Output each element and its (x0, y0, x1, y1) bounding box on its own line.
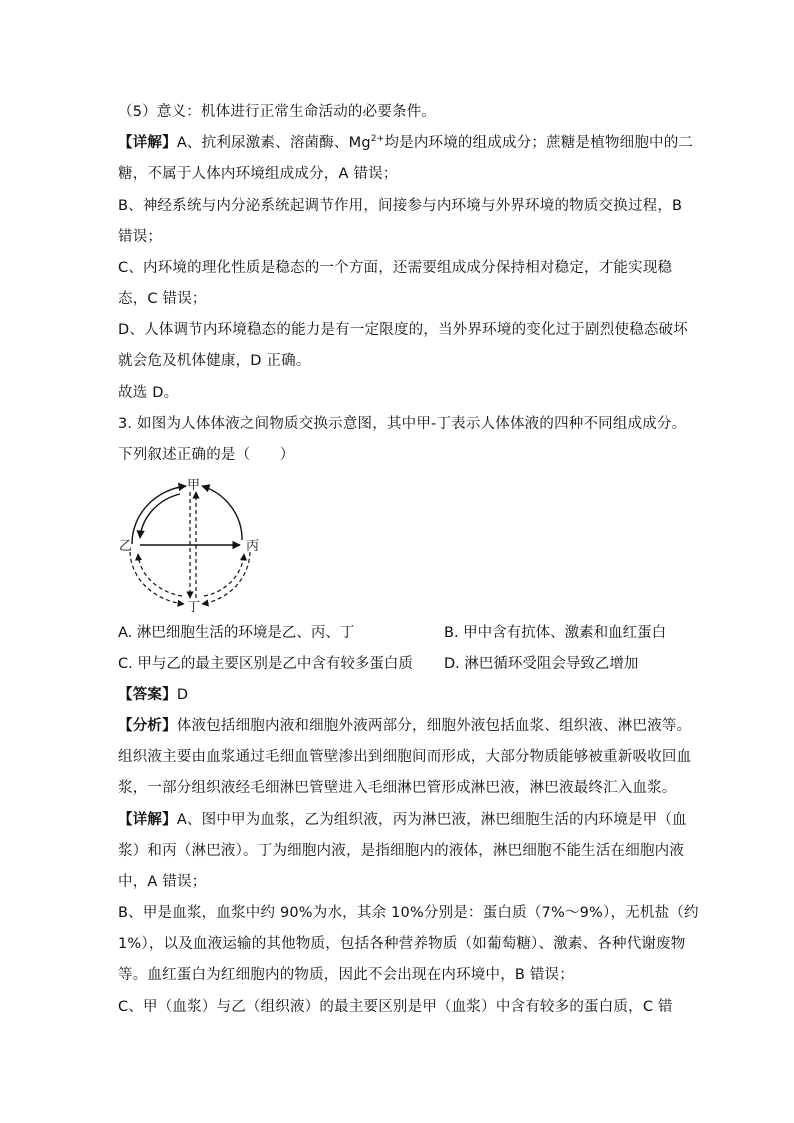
arrow-bing-to-jia (202, 486, 242, 540)
arrow-jia-to-yi (140, 494, 180, 538)
detail-line: B、甲是血浆，血浆中约 90%为水，其余 10%分别是：蛋白质（7%～9%），无机盐（约 (118, 905, 699, 921)
text-line: 糖，不属于人体内环境组成成分，A 错误； (118, 166, 398, 182)
option-c: C. 甲与乙的最主要区别是乙中含有较多蛋白质 (118, 656, 413, 672)
label-jia: 甲 (187, 478, 201, 493)
text-line: B、神经系统与内分泌系统起调节作用，间接参与内环境与外界环境的物质交换过程，B (118, 198, 683, 214)
analysis-line: 组织液主要由血浆通过毛细血管壁渗出到细胞间而形成，大部分物质能够被重新吸收回血 (118, 749, 692, 765)
section-tag: 【详解】 (118, 135, 177, 151)
answer-tag: 【答案】 (118, 687, 177, 703)
text-line: 错误； (118, 229, 163, 245)
superscript: 2+ (370, 134, 385, 145)
detail-line: 中，A 错误； (118, 874, 207, 890)
detail-line: C、甲（血浆）与乙（组织液）的最主要区别是甲（血浆）中含有较多的蛋白质，C 错 (118, 999, 673, 1015)
analysis-tag: 【分析】 (118, 718, 177, 734)
text-line: 【详解】A、抗利尿激素、溶菌酶、$Mg^{2+}$均是内环境的组成成分；蔗糖是植物细胞中的二 (118, 134, 694, 151)
arrow-ding-to-yi (138, 554, 182, 596)
body-fluid-exchange-diagram (118, 474, 278, 614)
detail-line: 1%），以及血液运输的其他物质，包括各种营养物质（如葡萄糖）、激素、各种代谢废物 (118, 936, 686, 952)
detail-line: 浆）和丙（淋巴液）。丁为细胞内液，是指细胞内的液体，淋巴细胞不能生活在细胞内液 (118, 843, 685, 859)
text-line: 态，C 错误； (118, 291, 207, 307)
option-b: B. 甲中含有抗体、激素和血红蛋白 (444, 625, 667, 641)
detail-tag: 【详解】 (118, 812, 177, 828)
text-line: C、内环境的理化性质是稳态的一个方面，还需要组成成分保持相对稳定，才能实现稳 (118, 260, 673, 276)
label-ding: 丁 (187, 600, 201, 614)
detail-line: 等。血红蛋白为红细胞内的物质，因此不会出现在内环境中，B 错误； (118, 967, 574, 983)
arrow-ding-to-bing (204, 554, 244, 596)
question-stem: 3. 如图为人体体液之间物质交换示意图，其中甲-丁表示人体体液的四种不同组成成分。 (118, 416, 687, 432)
text-line: 故选 D。 (118, 385, 179, 401)
option-a: A. 淋巴细胞生活的环境是乙、丙、丁 (118, 625, 355, 641)
label-yi: 乙 (119, 539, 133, 554)
text-line: 就会危及机体健康，D 正确。 (118, 353, 311, 369)
analysis-line: 浆，一部分组织液经毛细淋巴管壁进入毛细淋巴管形成淋巴液，淋巴液最终汇入血浆。 (118, 780, 677, 796)
analysis-line: 【分析】体液包括细胞内液和细胞外液两部分，细胞外液包括血浆、组织液、淋巴液等。 (118, 718, 692, 734)
arrow-yi-to-ding (130, 552, 184, 604)
detail-line: 【详解】A、图中甲为血浆，乙为组织液，丙为淋巴液，淋巴细胞生活的内环境是甲（血 (118, 812, 687, 828)
text-line: D、人体调节内环境稳态的能力是有一定限度的，当外界环境的变化过于剧烈使稳态破坏 (118, 322, 688, 338)
answer-value: D (176, 687, 189, 703)
option-d: D. 淋巴循环受阻会导致乙增加 (444, 656, 639, 672)
question-stem: 下列叙述正确的是（ ） (118, 447, 295, 463)
answer-line (118, 685, 188, 705)
label-bing: 丙 (246, 539, 260, 554)
text-line: （5）意义：机体进行正常生命活动的必要条件。 (118, 104, 437, 120)
